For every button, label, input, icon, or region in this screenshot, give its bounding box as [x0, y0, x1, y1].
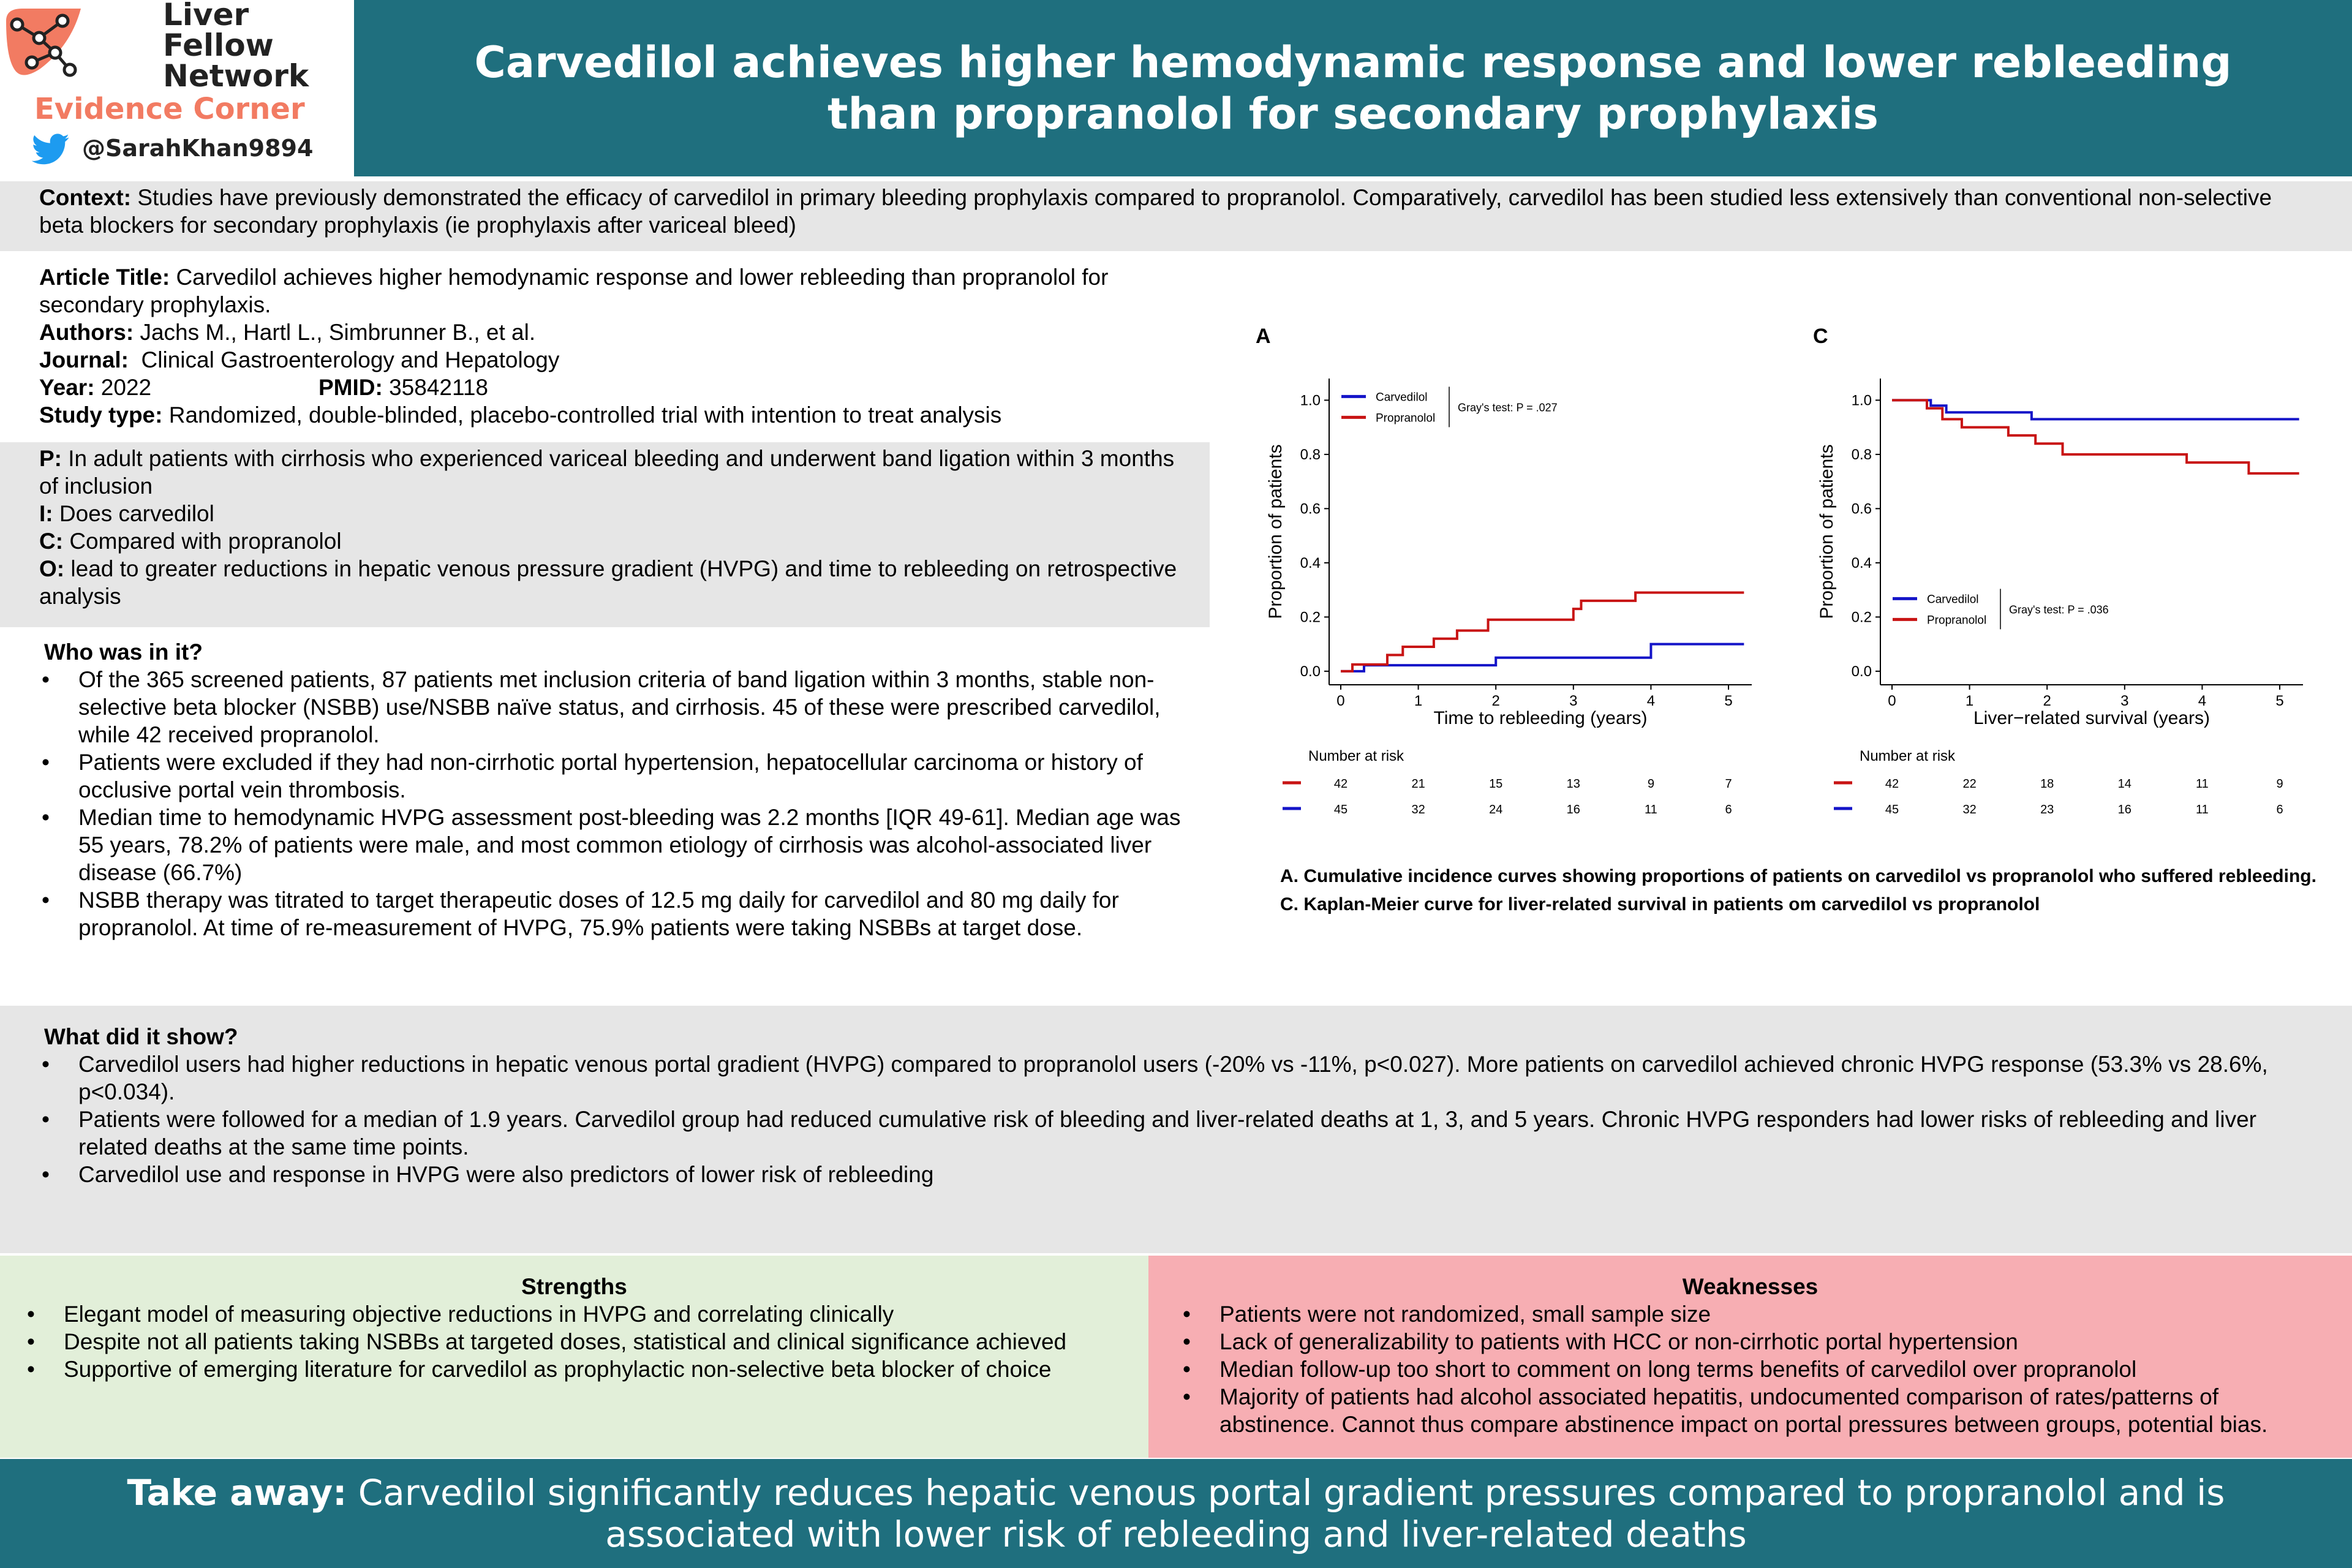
risk-table-cell: 23 — [2040, 803, 2054, 816]
risk-table-cell: 6 — [2276, 803, 2283, 816]
strengths-bullets — [24, 1300, 1127, 1383]
risk-table-cell: 42 — [1885, 777, 1899, 791]
risk-table-cell: 42 — [1333, 777, 1348, 791]
who-section — [39, 638, 1209, 941]
takeaway-banner — [0, 1459, 2352, 1568]
list-item: • Patients were followed for a median of 1.9 years. Carvedilol group had reduced cumulative risk of bleeding and liver-related deaths at 1, 3, and 5 years. Chronic HVPG responders had lower risks of rebleeding and liver related deaths at the same time points. — [39, 1106, 2318, 1161]
x-axis-label: Time to rebleeding (years) — [1433, 708, 1648, 728]
list-item: • Majority of patients had alcohol associated hepatitis, undocumented comparison of rates/patterns of abstinence. Cannot thus compare abstinence impact on portal pressures between groups, potential bias. — [1180, 1383, 2332, 1438]
y-axis-label: Proportion of patients — [1817, 444, 1837, 619]
series-line-carvedilol — [1892, 400, 2299, 419]
y-tick-label: 0.8 — [1300, 446, 1321, 463]
who-bullets — [39, 666, 1209, 941]
pico-section: P: In adult patients with cirrhosis who experienced variceal bleeding and underwent band ligation within 3 months of inclusion I: Does carvedilol C: Compared with propranolol O: lead to greater reductions in hepatic venous pressure gradient (HVPG) and time to rebleeding on retrospective analysis — [0, 442, 1210, 627]
risk-table-cell: 18 — [2040, 777, 2054, 791]
x-tick-label: 3 — [2120, 693, 2129, 709]
caption-a: A. Cumulative incidence curves showing proportions of patients on carvedilol vs propranolol who suffered rebleeding. — [1280, 866, 2316, 886]
risk-table-cell: 24 — [1489, 803, 1503, 816]
page-title: Carvedilol achieves higher hemodynamic response and lower rebleeding than propranolol for secondary prophylaxis — [354, 0, 2352, 176]
risk-table-cell: 16 — [1566, 803, 1580, 816]
figure-panels — [1225, 306, 2352, 943]
legend-entry: Propranolol — [1927, 614, 1987, 627]
who-title: Who was in it? — [44, 639, 203, 665]
risk-table-cell: 13 — [1566, 777, 1580, 791]
context-text: Studies have previously demonstrated the efficacy of carvedilol in primary bleeding prophylaxis compared to propranolol. Comparatively, carvedilol has been studied less extensively than conventional non-selective beta blockers for secondary prophylaxis (ie prophylaxis after variceal bleed) — [39, 185, 2272, 238]
risk-table-cell: 21 — [1411, 777, 1425, 791]
brand-line-1: Liver — [163, 0, 249, 32]
context-label: Context: — [39, 185, 132, 210]
pico-population: In adult patients with cirrhosis who experienced variceal bleeding and underwent band ligation within 3 months of inclusion — [39, 446, 1175, 499]
y-tick-label: 1.0 — [1851, 392, 1872, 409]
context-section — [0, 181, 2352, 251]
x-tick-label: 0 — [1336, 693, 1345, 709]
x-tick-label: 3 — [1569, 693, 1578, 709]
risk-table-title: Number at risk — [1308, 748, 1404, 764]
caption-c: C. Kaplan-Meier curve for liver-related survival in patients om carvedilol vs propranolol — [1280, 894, 2040, 914]
strengths-title: Strengths — [521, 1274, 627, 1299]
y-tick-label: 0.6 — [1300, 500, 1321, 518]
y-tick-label: 0.4 — [1851, 554, 1872, 571]
pico-intervention: Does carvedilol — [59, 501, 214, 526]
y-tick-label: 0.2 — [1851, 609, 1872, 626]
list-item: • Patients were not randomized, small sample size — [1180, 1300, 2332, 1328]
risk-table-cell: 45 — [1333, 803, 1348, 816]
brand-logo-area — [0, 0, 354, 176]
weaknesses-section — [1148, 1256, 2352, 1458]
risk-table-cell: 32 — [1411, 803, 1425, 816]
panel-label: A — [1256, 325, 1271, 348]
y-tick-label: 0.0 — [1300, 663, 1321, 680]
x-tick-label: 5 — [1724, 693, 1733, 709]
article-pmid: 35842118 — [389, 375, 488, 400]
panel-label: C — [1813, 325, 1828, 348]
showed-title: What did it show? — [44, 1024, 238, 1049]
strengths-section — [0, 1256, 1148, 1458]
list-item: • NSBB therapy was titrated to target therapeutic doses of 12.5 mg daily for carvedilol and 80 mg daily for propranolol. At time of re-measurement of HVPG, 75.9% patients were taking NSBBs at target dose. — [39, 886, 1209, 941]
y-tick-label: 1.0 — [1300, 392, 1321, 409]
article-study-type: Randomized, double-blinded, placebo-controlled trial with intention to treat analysis — [168, 402, 1002, 428]
takeaway-label: Take away: — [127, 1472, 347, 1513]
figure-captions — [1280, 862, 2346, 919]
list-item: • Lack of generalizability to patients with HCC or non-cirrhotic portal hypertension — [1180, 1328, 2332, 1355]
series-line-propranolol — [1341, 593, 1744, 671]
risk-table-cell: 15 — [1489, 777, 1503, 791]
risk-table-cell: 32 — [1962, 803, 1977, 816]
twitter-bird-icon — [32, 134, 70, 165]
y-axis-label: Proportion of patients — [1265, 444, 1286, 619]
liver-network-logo-icon — [4, 2, 83, 82]
y-tick-label: 0.0 — [1851, 663, 1872, 680]
risk-table-cell: 22 — [1962, 777, 1977, 791]
list-item: • Of the 365 screened patients, 87 patients met inclusion criteria of band ligation within 3 months, stable non-selective beta blocker (NSBB) use/NSBB naïve status, and cirrhosis. 45 of these were prescribed carvedilol, while 42 received propranolol. — [39, 666, 1209, 748]
x-tick-label: 0 — [1888, 693, 1896, 709]
article-year: 2022 — [100, 375, 152, 400]
legend-entry: Carvedilol — [1927, 593, 1979, 606]
risk-table-cell: 9 — [1647, 777, 1654, 791]
weaknesses-title: Weaknesses — [1682, 1274, 1819, 1299]
x-tick-label: 1 — [1965, 693, 1974, 709]
pico-outcome: lead to greater reductions in hepatic venous pressure gradient (HVPG) and time to rebleeding on retrospective analysis — [39, 556, 1177, 609]
brand-line-3: Network — [163, 58, 309, 94]
legend-annotation: Gray's test: P = .036 — [2009, 603, 2109, 616]
x-tick-label: 4 — [1646, 693, 1656, 709]
list-item: • Carvedilol use and response in HVPG were also predictors of lower risk of rebleeding — [39, 1161, 2318, 1188]
risk-table-cell: 7 — [1725, 777, 1732, 791]
takeaway-text: Carvedilol significantly reduces hepatic venous portal gradient pressures compared to propranolol and is associated with lower risk of rebleeding and liver-related deaths — [358, 1472, 2225, 1555]
risk-table-cell: 11 — [1645, 803, 1657, 816]
list-item: • Patients were excluded if they had non-cirrhotic portal hypertension, hepatocellular carcinoma or history of occlusive portal vein thrombosis. — [39, 748, 1209, 804]
showed-section — [0, 1006, 2352, 1253]
list-item: • Median follow-up too short to comment on long terms benefits of carvedilol over propranolol — [1180, 1355, 2332, 1383]
article-journal: Clinical Gastroenterology and Hepatology — [141, 347, 560, 372]
evidence-corner-label: Evidence Corner — [34, 92, 305, 126]
risk-table-cell: 6 — [1725, 803, 1732, 816]
y-tick-label: 0.6 — [1851, 500, 1872, 518]
y-tick-label: 0.8 — [1851, 446, 1872, 463]
legend-annotation: Gray's test: P = .027 — [1458, 401, 1558, 414]
pico-comparison: Compared with propranolol — [69, 529, 342, 554]
weaknesses-bullets — [1180, 1300, 2332, 1438]
series-line-carvedilol — [1341, 644, 1744, 671]
x-tick-label: 4 — [2198, 693, 2207, 709]
x-tick-label: 2 — [2043, 693, 2051, 709]
risk-table-cell: 45 — [1885, 803, 1899, 816]
brand-line-2: Fellow — [163, 28, 274, 63]
risk-table-cell: 9 — [2276, 777, 2283, 791]
list-item: • Elegant model of measuring objective reductions in HVPG and correlating clinically — [24, 1300, 1127, 1328]
risk-table-cell: 11 — [2196, 803, 2209, 816]
y-tick-label: 0.2 — [1300, 609, 1321, 626]
article-authors: Jachs M., Hartl L., Simbrunner B., et al. — [140, 320, 536, 345]
x-axis-label: Liver−related survival (years) — [1973, 708, 2210, 728]
x-tick-label: 5 — [2275, 693, 2284, 709]
showed-bullets — [39, 1050, 2318, 1188]
risk-table-cell: 14 — [2117, 777, 2132, 791]
list-item: • Despite not all patients taking NSBBs at targeted doses, statistical and clinical significance achieved — [24, 1328, 1127, 1355]
twitter-handle: @SarahKhan9894 — [82, 135, 314, 162]
x-tick-label: 2 — [1491, 693, 1500, 709]
article-info: Article Title: Carvedilol achieves higher hemodynamic response and lower rebleeding than propranolol for secondary prophylaxis. Authors: Jachs M., Hartl L., Simbrunner B., et al. Journal: Clinical Gastroenterology and Hepatology Year: 2022 PMID: 35842118 Study type: Randomized, double-blinded, placebo-controlled trial with intention to treat analysis — [39, 265, 1109, 428]
x-tick-label: 1 — [1414, 693, 1423, 709]
list-item: • Median time to hemodynamic HVPG assessment post-bleeding was 2.2 months [IQR 49-61]. Median age was 55 years, 78.2% of patients were male, and most common etiology of cirrhosis was alcohol-associated liver disease (66.7%) — [39, 804, 1209, 886]
risk-table-title: Number at risk — [1860, 748, 1956, 764]
risk-table-cell: 11 — [2196, 777, 2209, 791]
y-tick-label: 0.4 — [1300, 554, 1321, 571]
risk-table-cell: 16 — [2117, 803, 2132, 816]
article-title: Carvedilol achieves higher hemodynamic response and lower rebleeding than propranolol for secondary prophylaxis. — [39, 265, 1109, 317]
list-item: • Supportive of emerging literature for carvedilol as prophylactic non-selective beta blocker of choice — [24, 1355, 1127, 1383]
legend-entry: Propranolol — [1376, 412, 1436, 425]
list-item: • Carvedilol users had higher reductions in hepatic venous portal gradient (HVPG) compared to propranolol users (-20% vs -11%, p<0.027). More patients on carvedilol achieved chronic HVPG response (53.3% vs 28.6%, p<0.034). — [39, 1050, 2318, 1106]
legend-entry: Carvedilol — [1376, 391, 1428, 404]
